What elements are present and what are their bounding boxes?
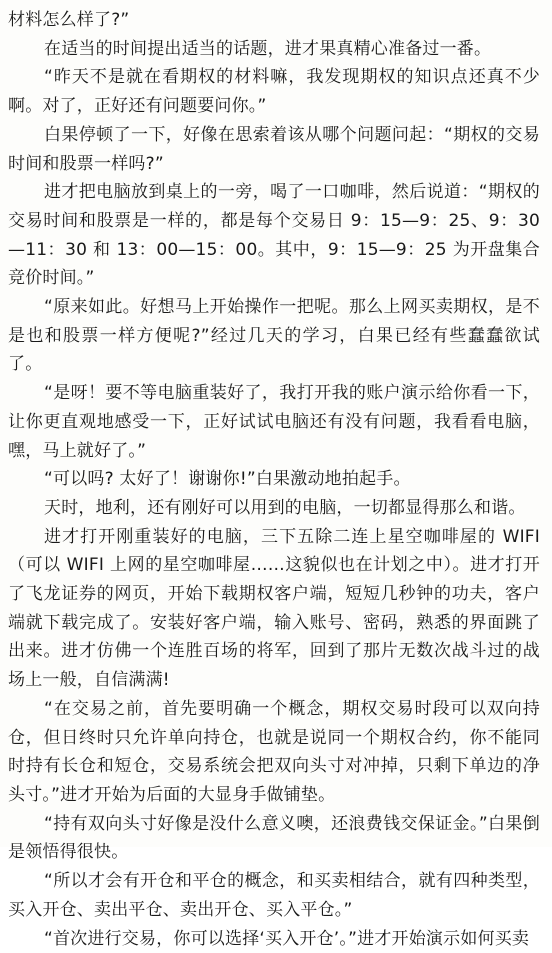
paragraph-4: 白果停顿了一下，好像在思索着该从哪个问题问起：“期权的交易时间和股票一样吗?” [8,121,540,178]
paragraph-13: “所以才会有开仓和平仓的概念，和买卖相结合，就有四种类型，买入开仓、卖出平仓、卖出开仓、买入平仓。” [8,867,540,924]
paragraph-14: “首次进行交易，你可以选择‘买入开仓’。”进才开始演示如何买卖 [8,925,540,953]
paragraph-5: 进才把电脑放到桌上的一旁，喝了一口咖啡，然后说道：“期权的交易时间和股票是一样的，都是每个交易日 9：15—9：25、9：30—11：30 和 13：00—15：00。其中，9：15—9：25 为开盘集合竞价时间。” [8,178,540,293]
paragraph-10: 进才打开刚重装好的电脑，三下五除二连上星空咖啡屋的 WIFI（可以 WIFI 上网的星空咖啡屋……这貌似也在计划之中）。进才打开了飞龙证券的网页，开始下载期权客户端，短短几秒钟的功夫，客户端就下载完成了。安装好客户端，输入账号、密码，熟悉的界面跳了出来。进才仿佛一个连胜百场的将军，回到了那片无数次战斗过的战场上一般，自信满满! [8,523,540,695]
paragraph-8: “可以吗? 太好了！谢谢你!”白果激动地拍起手。 [8,465,540,494]
paragraph-11: “在交易之前，首先要明确一个概念，期权交易时段可以双向持仓，但日终时只允许单向持仓，也就是说同一个期权合约，你不能同时持有长仓和短仓，交易系统会把双向头寸对冲掉，只剩下单边的净头寸。”进才开始为后面的大显身手做铺垫。 [8,695,540,810]
paragraph-12: “持有双向头寸好像是没什么意义噢，还浪费钱交保证金。”白果倒是领悟得很快。 [8,810,540,867]
paragraph-3: “昨天不是就在看期权的材料嘛，我发现期权的知识点还真不少啊。对了，正好还有问题要问你。” [8,63,540,120]
body-text [8,6,540,953]
paragraph-7: “是呀！要不等电脑重装好了，我打开我的账户演示给你看一下，让你更直观地感受一下，正好试试电脑还有没有问题，我看看电脑，嘿，马上就好了。” [8,379,540,465]
paragraph-1: 材料怎么样了?” [8,6,540,35]
paragraph-2: 在适当的时间提出适当的话题，进才果真精心准备过一番。 [8,35,540,64]
paragraph-9: 天时，地利，还有刚好可以用到的电脑，一切都显得那么和谐。 [8,494,540,523]
paragraph-6: “原来如此。好想马上开始操作一把呢。那么上网买卖期权，是不是也和股票一样方便呢?”经过几天的学习，白果已经有些蠢蠢欲试了。 [8,293,540,379]
